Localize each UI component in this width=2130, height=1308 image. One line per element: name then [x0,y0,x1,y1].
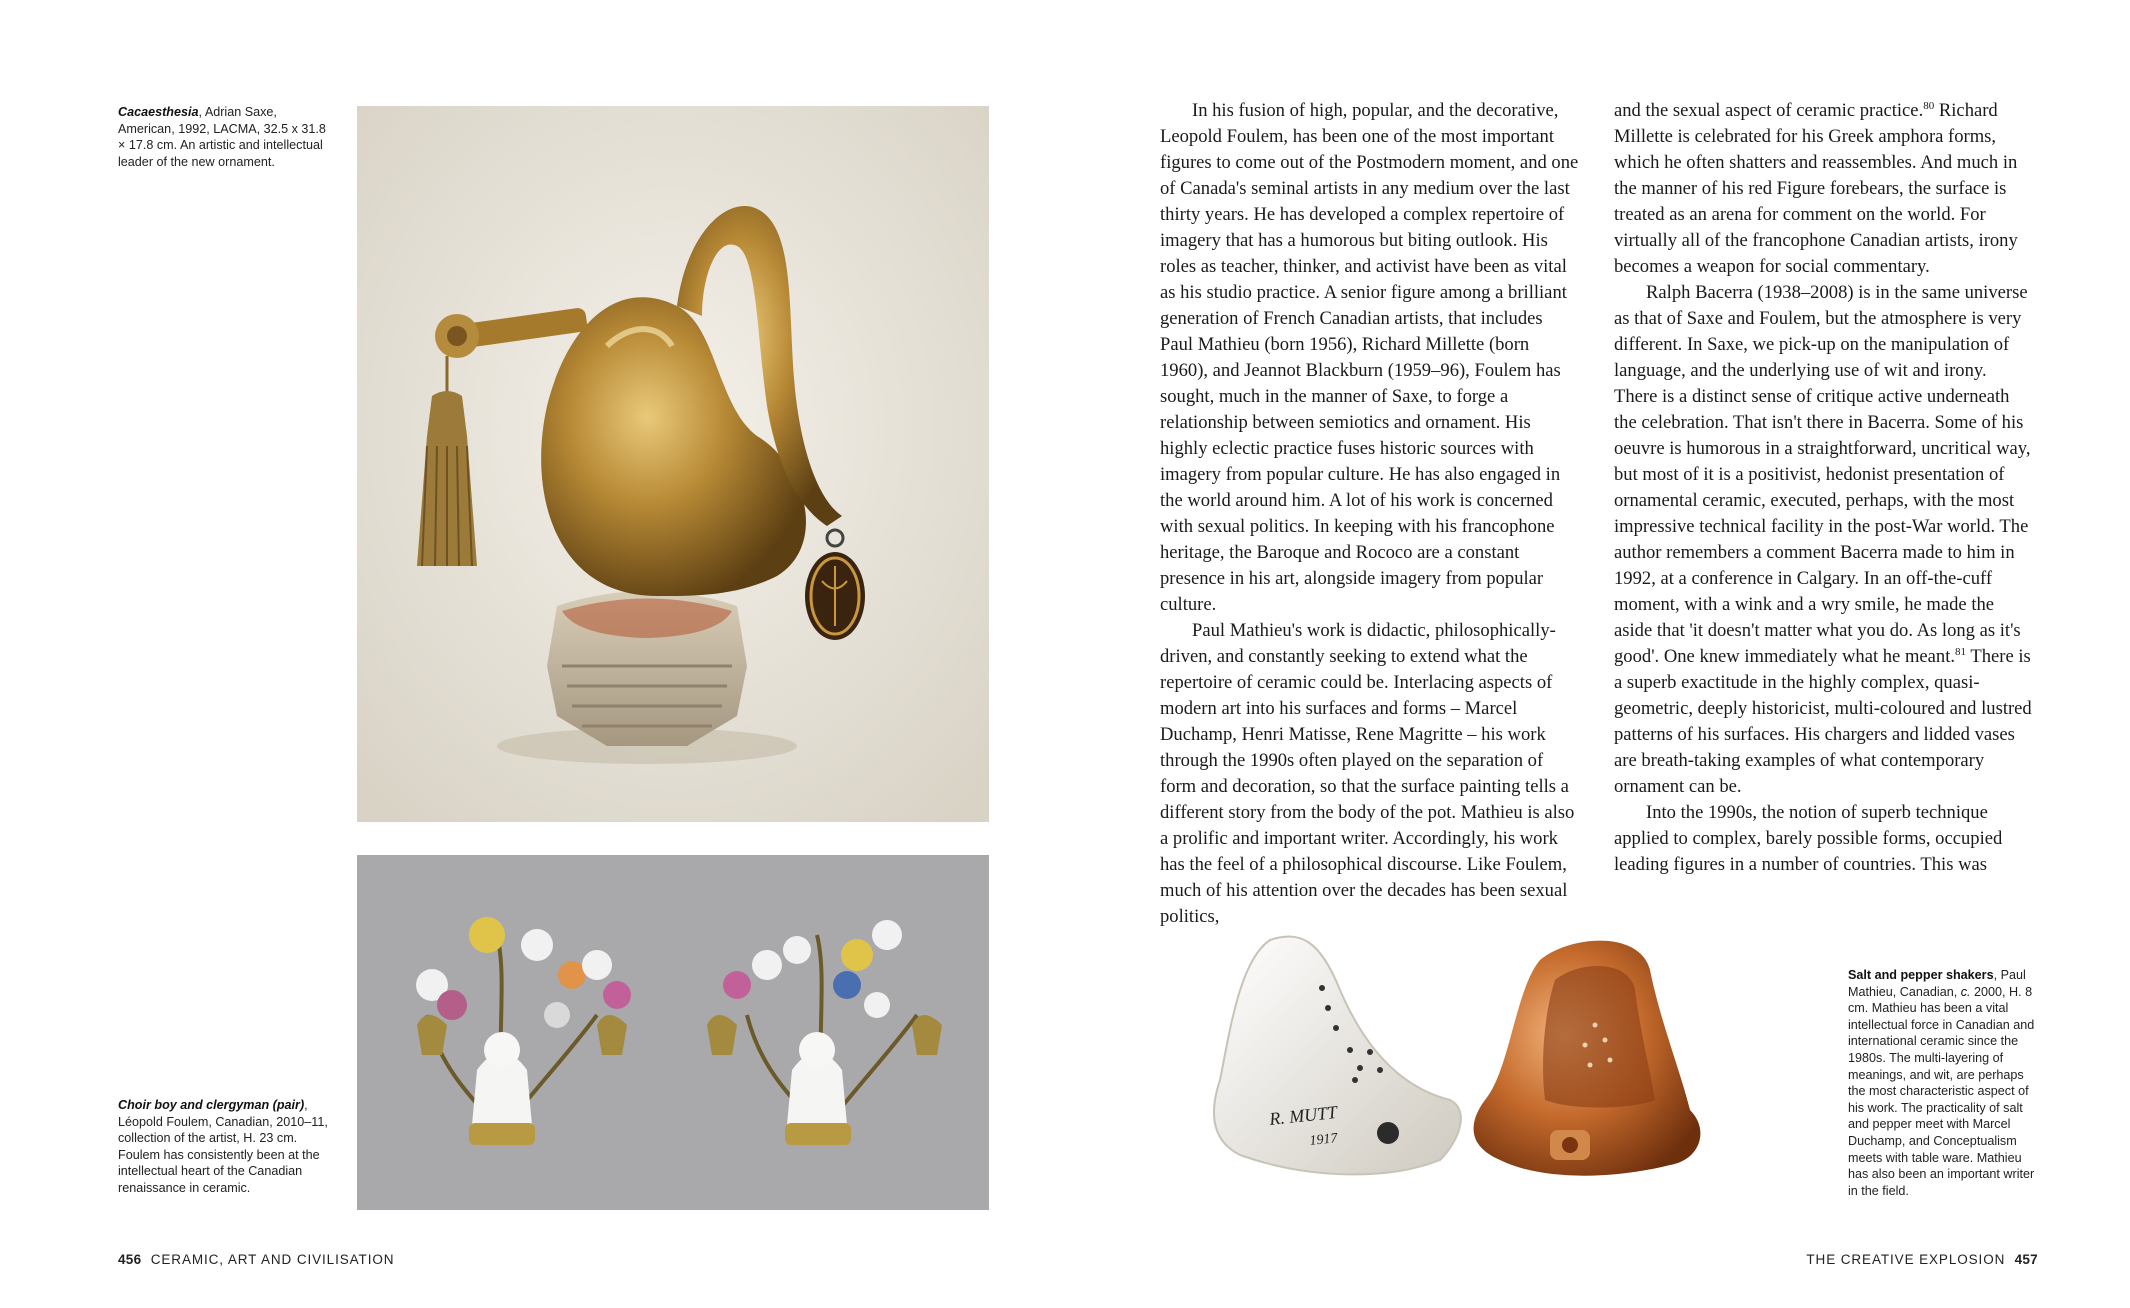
footnote-ref: 81 [1955,645,1967,658]
photo-salt-pepper-shakers [1210,930,1740,1190]
paragraph: In his fusion of high, popular, and the decorative, Leopold Foulem, has been one of the most important figures to come out of the Postmodern moment, and one of Canada's seminal artists in any medium over the last thirty years. He has developed a complex repertoire of imagery that has a humorous but biting outlook. His roles as teacher, thinker, and activist have been as vital as his studio practice. A senior figure among a brilliant generation of French Canadian artists, that includes Paul Mathieu (born 1956), Richard Millette (born 1960), and Jeannot Blackburn (1959–96), Foulem has sought, much in the manner of Saxe, to forge a relationship between semiotics and ornament. His highly eclectic practice fuses historic sources with imagery from popular culture. He has also engaged in the world around him. A lot of his work is concerned with sexual politics. In keeping with his francophone heritage, the Baroque and Rococo are a constant presence in his art, alongside imagery from popular culture. [1160,100,1579,615]
urinal-signature: R. MUTT [1268,1101,1339,1129]
body-column-2 [1614,98,2034,878]
caption-title: Cacaesthesia [118,105,199,119]
caption-choir-boy [118,1097,338,1197]
paragraph: Paul Mathieu's work is didactic, philosophically-driven, and constantly seeking to extend what the repertoire of ceramic could be. Interlacing aspects of modern art into his surfaces and forms – Marcel Duchamp, Henri Matisse, Rene Magritte – his work through the 1990s often played on the separation of form and decoration, so that the surface painting tells a different story from the body of the pot. Mathieu is also a prolific and important writer. Accordingly, his work has the feel of a philosophical discourse. Like Foulem, much of his attention over the decades has been sexual politics, [1160,620,1575,927]
caption-cacaesthesia [118,104,333,170]
page-number-left: 456 [118,1252,142,1267]
running-head-left: CERAMIC, ART AND CIVILISATION [150,1252,395,1267]
paragraph: Ralph Bacerra (1938–2008) is in the same universe as that of Saxe and Foulem, but the atmosphere is very different. In Saxe, we pick-up on the manipulation of language, and the underlying use of wit and irony. There is a distinct sense of critique active underneath the celebration. That isn't there in Bacerra. Some of his oeuvre is humorous in a straightforward, uncritical way, but most of it is a positivist, hedonist presentation of ornamental ceramic, executed, perhaps, with the most impressive technical facility in the post-War world. The author remembers a comment Bacerra made to him in 1992, at a conference in Calgary. In an off-the-cuff moment, with a wink and a wry smile, he made the aside that 'it doesn't matter what you do. As long as it's good'. One knew immediately what he meant.$^{81}$ There is a superb exactitude in the highly complex, quasi-geometric, deeply historicist, multi-coloured and lustred patterns of his surfaces. His chargers and lidded vases are breath-taking examples of what contemporary ornament can be. [1614,282,2032,797]
caption-text: , Léopold Foulem, Canadian, 2010–11, collection of the artist, H. 23 cm. Foulem has consistently been at the intellectual heart of the Canadian renaissance in ceramic. [118,1098,328,1195]
urinal-year: 1917 [1308,1131,1339,1149]
caption-text: , Adrian Saxe, American, 1992, LACMA, 32.5 x 31.8 × 17.8 cm. An artistic and intellectual leader of the new ornament. [118,105,326,169]
footnote-ref: 80 [1923,99,1935,112]
running-head-right: THE CREATIVE EXPLOSION [1806,1252,2006,1267]
caption-text: 2000, H. 8 cm. Mathieu has been a vital intellectual force in Canadian and international ceramic since the 1980s. The multi-layering of meanings, and wit, are perhaps the most characteristic aspect of his work. The practicality of salt and pepper meet with Marcel Duchamp, and Conceptualism meets with table ware. Mathieu has also been an important writer in the field. [1848,984,2035,1198]
caption-salt-pepper [1848,967,2038,1199]
body-column-1 [1160,98,1580,930]
paragraph: Into the 1990s, the notion of superb technique applied to complex, barely possible forms, occupied leading figures in a number of countries. This was [1614,802,2003,875]
vessel-base [547,591,747,746]
caption-title: Choir boy and clergyman (pair) [118,1098,305,1112]
paragraph: and the sexual aspect of ceramic practice.$^{80}$ Richard Millette is celebrated for his Greek amphora forms, which he often shatters and reassembles. And much in the manner of his red Figure forebears, the surface is treated as an arena for comment on the world. For virtually all of the francophone Canadian artists, irony becomes a weapon for social commentary. [1614,99,2018,277]
caption-text: , Paul Mathieu, Canadian, [1848,968,2026,999]
page-number-right: 457 [2014,1252,2038,1267]
caption-title: Salt and pepper shakers [1848,968,1994,982]
folio-left [118,1252,394,1267]
caption-circa: c. [1960,984,1971,999]
folio-right [1806,1252,2038,1267]
photo-cacaesthesia [357,106,989,822]
photo-choir-boy-clergyman [357,855,989,1210]
